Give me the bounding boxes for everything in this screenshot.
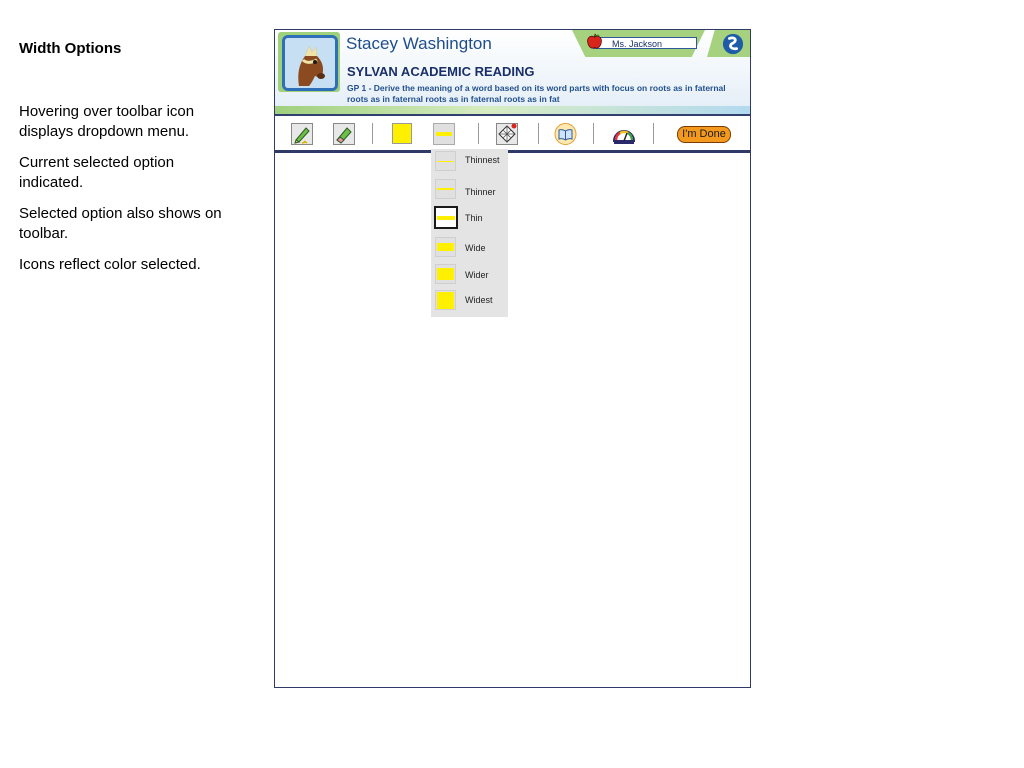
- program-title: SYLVAN ACADEMIC READING: [347, 64, 535, 79]
- im-done-button[interactable]: I'm Done: [677, 126, 731, 143]
- pencil-icon[interactable]: [291, 123, 313, 145]
- apple-icon: [586, 33, 603, 50]
- annotation-notes: [19, 40, 239, 286]
- toolbar-separator: [478, 123, 479, 144]
- canvas-area[interactable]: [275, 153, 750, 687]
- note-paragraph: Icons reflect color selected.: [19, 256, 201, 273]
- lesson-objective: GP 1 - Derive the meaning of a word based on its word parts with focus on roots as in faternal roots as in faternal roots as in faternal roots as in fat: [347, 83, 726, 104]
- note-paragraph: Selected option also shows on toolbar.: [19, 205, 222, 242]
- sylvan-logo-icon[interactable]: [722, 33, 744, 55]
- toolbar-separator: [593, 123, 594, 144]
- option-label: Wider: [465, 270, 489, 280]
- option-label: Thin: [465, 213, 483, 223]
- gauge-icon[interactable]: [612, 123, 636, 145]
- option-label: Widest: [465, 295, 493, 305]
- teacher-name[interactable]: Ms. Jackson: [593, 37, 697, 49]
- toolbar-separator: [653, 123, 654, 144]
- toolbar-separator: [372, 123, 373, 144]
- note-paragraph: Hovering over toolbar icon displays dropdown menu.: [19, 103, 195, 140]
- eraser-icon[interactable]: [333, 123, 355, 145]
- width-icon[interactable]: [433, 123, 455, 145]
- option-label: Wide: [465, 243, 486, 253]
- option-label: Thinnest: [465, 155, 500, 165]
- horse-avatar-icon: [285, 38, 335, 88]
- toolbar: [275, 116, 750, 153]
- option-label: Thinner: [465, 187, 496, 197]
- avatar[interactable]: [282, 35, 338, 91]
- app-window: [274, 29, 751, 688]
- book-icon[interactable]: [554, 123, 577, 145]
- app-header: [275, 30, 750, 116]
- student-name: Stacey Washington: [346, 34, 492, 53]
- note-paragraph: Current selected option indicated.: [19, 154, 175, 191]
- notes-title: Width Options: [19, 40, 122, 57]
- toolbar-separator: [538, 123, 539, 144]
- color-swatch-icon[interactable]: [392, 123, 412, 144]
- graph-icon[interactable]: [496, 123, 518, 145]
